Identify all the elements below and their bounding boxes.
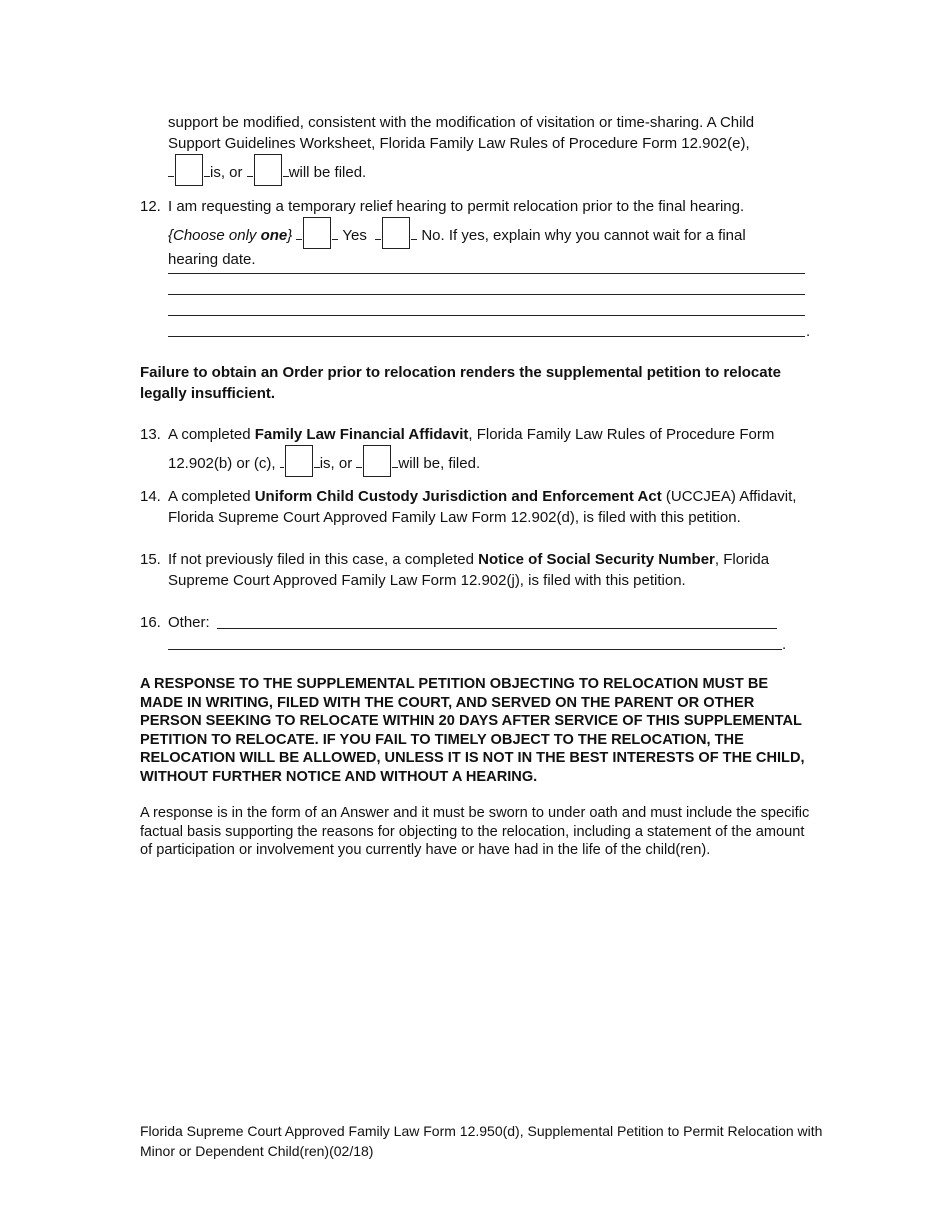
item14-number: 14. bbox=[140, 488, 161, 505]
item16-number: 16. bbox=[140, 614, 161, 631]
other-line-1[interactable] bbox=[217, 628, 777, 629]
relief-hearing-no-checkbox[interactable] bbox=[382, 217, 410, 249]
item16-label: Other: bbox=[168, 614, 210, 631]
worksheet-is-label: is, or bbox=[210, 164, 243, 181]
worksheet-will-label: will be filed. bbox=[288, 164, 367, 181]
relief-hearing-yes-checkbox[interactable] bbox=[303, 217, 331, 249]
item15-text bbox=[168, 549, 808, 591]
uccjea-title: Uniform Child Custody Jurisdiction and Enforcement Act bbox=[254, 488, 662, 505]
form-footer: Florida Supreme Court Approved Family Law Form 12.950(d), Supplemental Petition to Permit Relocation with Minor or Dependent Child(ren)(02/18) bbox=[140, 1123, 823, 1159]
explanation-line-1[interactable] bbox=[168, 273, 805, 274]
affidavit-will-checkbox[interactable] bbox=[363, 445, 391, 477]
other-line-2[interactable] bbox=[168, 649, 782, 650]
affidavit-is-label: is, or bbox=[319, 455, 353, 472]
item15-line1: If not previously filed in this case, a completed Notice of Social Security Number, Florida bbox=[168, 551, 770, 568]
item14-text bbox=[168, 486, 808, 528]
item11-line1: support be modified, consistent with the modification of visitation or time-sharing. A Child bbox=[168, 114, 755, 131]
item11-options bbox=[168, 154, 808, 186]
relief-hearing-no-label: No. If yes, explain why you cannot wait for a final bbox=[421, 227, 746, 244]
affidavit-will-label: will be, filed. bbox=[398, 455, 481, 472]
failure-notice: Failure to obtain an Order prior to relocation renders the supplemental petition to relocate legally insufficient. bbox=[140, 364, 781, 402]
item14-line2: Florida Supreme Court Approved Family Law Form 12.902(d), is filed with this petition. bbox=[168, 509, 741, 526]
item15-number: 15. bbox=[140, 551, 161, 568]
item14-line1: A completed Uniform Child Custody Jurisdiction and Enforcement Act (UCCJEA) Affidavit, bbox=[168, 488, 797, 505]
item12-line1: I am requesting a temporary relief hearing to permit relocation prior to the final hearing. bbox=[168, 198, 745, 215]
item11-continuation bbox=[168, 112, 808, 186]
worksheet-is-checkbox[interactable] bbox=[175, 154, 203, 186]
item11-line2: Support Guidelines Worksheet, Florida Family Law Rules of Procedure Form 12.902(e), bbox=[168, 135, 750, 152]
item13-number: 13. bbox=[140, 426, 161, 443]
item15-line2: Supreme Court Approved Family Law Form 12.902(j), is filed with this petition. bbox=[168, 572, 686, 589]
explanation-line-4[interactable] bbox=[168, 336, 805, 337]
item12-number: 12. bbox=[140, 198, 161, 215]
relief-hearing-yes-label: Yes bbox=[342, 227, 367, 244]
response-warning: A RESPONSE TO THE SUPPLEMENTAL PETITION OBJECTING TO RELOCATION MUST BE MADE IN WRITING, FILED WITH THE COURT, AND SERVED ON THE PARENT OR OTHER PERSON SEEKING TO RELOCATE WITHIN 20 DAYS AFTER SERVICE OF THIS SUPPLEMENTAL PETITION TO RELOCATE. IF YOU FAIL TO TIMELY OBJECT TO THE RELOCATION, THE RELOCATION WILL BE ALLOWED, UNLESS IT IS NOT IN THE BEST INTERESTS OF THE CHILD, WITHOUT FURTHER NOTICE AND WITHOUT A HEARING. bbox=[140, 676, 805, 785]
other-period: . bbox=[782, 636, 787, 653]
item13-line2: 12.902(b) or (c), is, or will be, filed. bbox=[168, 445, 808, 477]
explanation-line-3[interactable] bbox=[168, 315, 805, 316]
response-info: A response is in the form of an Answer and it must be sworn to under oath and must include the specific factual basis supporting the reasons for objecting to the relocation, including a statement of the amount of participation or involvement you currently have or have had in the life of the child(ren). bbox=[140, 805, 810, 858]
item12-line3: hearing date. bbox=[168, 251, 256, 268]
item13-text bbox=[168, 424, 808, 477]
explanation-period: . bbox=[806, 323, 811, 340]
ssn-notice-title: Notice of Social Security Number bbox=[478, 551, 715, 568]
affidavit-is-checkbox[interactable] bbox=[285, 445, 313, 477]
item13-line1: A completed Family Law Financial Affidavit, Florida Family Law Rules of Procedure Form bbox=[168, 426, 775, 443]
explanation-line-2[interactable] bbox=[168, 294, 805, 295]
item12-choose-row: {Choose only one} Yes No. If yes, explain why you cannot wait for a final bbox=[168, 217, 808, 249]
financial-affidavit-title: Family Law Financial Affidavit bbox=[254, 426, 469, 443]
item12-text bbox=[168, 196, 808, 270]
worksheet-will-checkbox[interactable] bbox=[254, 154, 282, 186]
